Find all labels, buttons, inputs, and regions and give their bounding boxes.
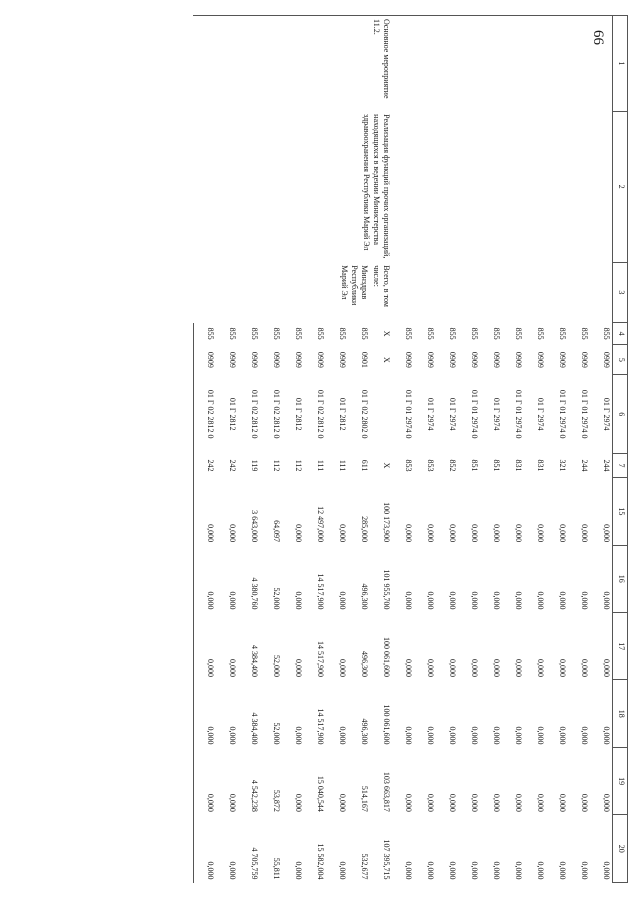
header-row xyxy=(613,16,628,883)
table-cell: 855 xyxy=(492,327,501,340)
table-cell: 0,000 xyxy=(536,524,545,543)
empty-cell xyxy=(392,16,414,112)
table-cell: 0,000 xyxy=(194,613,217,680)
table-cell: 0909 xyxy=(194,345,217,375)
table-cell: 0,000 xyxy=(338,524,347,543)
table-cell: 0,000 xyxy=(580,861,589,880)
table-row xyxy=(436,16,458,883)
budget-table-rotated xyxy=(103,15,628,883)
empty-cell xyxy=(590,111,613,262)
table-cell: 855 xyxy=(514,327,523,340)
empty-cell xyxy=(524,16,546,112)
funding-source-cell: Минздрав Республики Марий Эл xyxy=(340,265,369,306)
table-cell: 855 xyxy=(294,327,303,340)
table-cell: 0,000 xyxy=(580,658,589,677)
table-cell: 119 xyxy=(250,459,259,472)
table-cell: 0,000 xyxy=(492,591,501,610)
empty-cell xyxy=(480,262,502,322)
col-header: 2 xyxy=(613,111,628,262)
table-cell: 0,000 xyxy=(580,793,589,812)
table-cell: 853 xyxy=(404,459,413,472)
table-cell: 0,000 xyxy=(514,658,523,677)
table-cell: 0,000 xyxy=(448,524,457,543)
table-cell: 0,000 xyxy=(294,591,303,610)
table-cell: 0,000 xyxy=(228,524,237,543)
table-cell: 0,000 xyxy=(448,591,457,610)
table-cell: 0,000 xyxy=(338,793,347,812)
table-cell: 112 xyxy=(294,459,303,472)
table-cell: 0,000 xyxy=(194,478,217,545)
table-cell: 242 xyxy=(194,453,217,477)
table-cell: 0,000 xyxy=(514,793,523,812)
table-body xyxy=(194,16,613,883)
table-cell: 01 Г 01 2974 0 xyxy=(580,389,589,439)
table-cell: 855 xyxy=(272,327,281,340)
table-cell: 855 xyxy=(228,327,237,340)
table-cell: 01 Г 01 2974 0 xyxy=(470,389,479,439)
empty-cell xyxy=(502,262,524,322)
table-cell: 0,000 xyxy=(404,524,413,543)
table-cell: 0909 xyxy=(580,351,589,368)
table-cell: 14 517,900 xyxy=(316,573,325,610)
table-cell: 0,000 xyxy=(228,726,237,745)
table-cell: 0,000 xyxy=(338,726,347,745)
table-cell: 3 643,000 xyxy=(250,510,259,543)
table-cell: 0,000 xyxy=(404,658,413,677)
table-cell: Х xyxy=(382,330,391,337)
empty-cell xyxy=(458,262,480,322)
table-cell: 0,000 xyxy=(602,793,611,812)
table-cell: 0909 xyxy=(404,351,413,368)
empty-cell xyxy=(414,16,436,112)
table-cell: 103 663,817 xyxy=(382,771,391,812)
empty-cell xyxy=(392,262,414,322)
table-cell: 852 xyxy=(448,459,457,472)
table-cell: 111 xyxy=(338,459,347,472)
col-header: 1 xyxy=(613,16,628,112)
col-header: 16 xyxy=(613,545,628,612)
table-row xyxy=(568,16,590,883)
table-cell: 0,000 xyxy=(228,591,237,610)
table-cell: 0,000 xyxy=(194,545,217,612)
table-cell: 496,300 xyxy=(360,583,369,610)
table-cell: 01 Г 01 2974 0 xyxy=(404,389,413,439)
col-header: 17 xyxy=(613,613,628,680)
table-cell: 0,000 xyxy=(514,726,523,745)
table-cell: 0,000 xyxy=(470,793,479,812)
table-cell: 52,000 xyxy=(272,722,281,745)
table-cell: 0,000 xyxy=(194,747,217,814)
table-cell: 01 Г 2812 xyxy=(338,397,347,431)
table-cell: 0,000 xyxy=(294,726,303,745)
table-cell: 0,000 xyxy=(536,591,545,610)
table-cell: 100 061,600 xyxy=(382,636,391,677)
table-cell: 01 Г 2812 xyxy=(294,397,303,431)
table-cell: 0,000 xyxy=(558,591,567,610)
table-cell: 0,000 xyxy=(338,591,347,610)
table-cell: 0,000 xyxy=(558,861,567,880)
table-cell: 0,000 xyxy=(580,726,589,745)
table-cell: 14 517,900 xyxy=(316,708,325,745)
table-cell: 4 380,760 xyxy=(250,577,259,610)
table-row xyxy=(414,16,436,883)
table-row xyxy=(480,16,502,883)
table-cell: 855 xyxy=(580,327,589,340)
table-cell: 4 384,400 xyxy=(250,712,259,745)
table-cell: 01 Г 02 2802 0 xyxy=(360,389,369,439)
table-cell: 53,872 xyxy=(272,789,281,812)
table-cell: 01 Г 2974 xyxy=(426,397,435,431)
table-cell: 0,000 xyxy=(580,591,589,610)
table-cell: 0,000 xyxy=(470,861,479,880)
table-cell: 0,000 xyxy=(228,658,237,677)
table-cell: 0,000 xyxy=(294,861,303,880)
table-cell: 0,000 xyxy=(602,591,611,610)
table-cell: 0909 xyxy=(514,351,523,368)
table-cell: 831 xyxy=(536,459,545,472)
table-cell: 851 xyxy=(470,459,479,472)
empty-cell xyxy=(546,16,568,112)
table-cell: 0,000 xyxy=(194,680,217,747)
table-cell: 0,000 xyxy=(492,793,501,812)
table-cell: 0,000 xyxy=(404,591,413,610)
table-cell: 496,300 xyxy=(360,718,369,745)
table-cell: 855 xyxy=(360,327,369,340)
table-cell: 0,000 xyxy=(294,524,303,543)
table-cell: 851 xyxy=(492,459,501,472)
table-cell: 0,000 xyxy=(404,726,413,745)
table-cell: 0,000 xyxy=(294,793,303,812)
table-cell: 0,000 xyxy=(294,658,303,677)
empty-cell xyxy=(590,262,613,322)
table-cell: 0,000 xyxy=(492,658,501,677)
budget-table xyxy=(193,15,628,883)
table-cell: 0,000 xyxy=(580,524,589,543)
table-cell: 855 xyxy=(536,327,545,340)
table-cell: 0,000 xyxy=(492,726,501,745)
empty-cell xyxy=(546,262,568,322)
table-cell: 0909 xyxy=(272,351,281,368)
table-row xyxy=(590,16,613,883)
table-cell: 855 xyxy=(426,327,435,340)
table-cell: 01 Г 2974 xyxy=(536,397,545,431)
table-cell: 0,000 xyxy=(602,861,611,880)
table-cell: 14 517,900 xyxy=(316,640,325,677)
empty-cell xyxy=(458,16,480,112)
table-cell: 0,000 xyxy=(558,658,567,677)
empty-cell xyxy=(590,16,613,112)
table-cell: 100 061,600 xyxy=(382,704,391,745)
funding-source-cell: Всего, в том числе: xyxy=(372,265,391,307)
table-cell: 01 Г 02 2812 0 xyxy=(272,389,281,439)
table-cell: 0,000 xyxy=(470,524,479,543)
table-cell: 0909 xyxy=(426,351,435,368)
table-cell: 0,000 xyxy=(426,658,435,677)
table-cell: 0,000 xyxy=(194,815,217,883)
table-cell: 15 040,544 xyxy=(316,775,325,812)
table-cell: 0,000 xyxy=(426,524,435,543)
empty-cell xyxy=(436,262,458,322)
table-cell: 107 395,715 xyxy=(382,839,391,880)
table-cell: 0909 xyxy=(316,351,325,368)
table-cell: 242 xyxy=(228,459,237,472)
table-cell: 0909 xyxy=(250,351,259,368)
table-cell: 0909 xyxy=(602,351,611,368)
table-cell: 15 582,004 xyxy=(316,843,325,880)
table-cell: 0,000 xyxy=(536,861,545,880)
empty-cell xyxy=(436,111,458,262)
table-cell: 0,000 xyxy=(470,591,479,610)
table-cell: 01 Г 02 2812 0 xyxy=(194,375,217,454)
empty-cell xyxy=(414,262,436,322)
table-cell: Х xyxy=(382,462,391,469)
empty-cell xyxy=(502,111,524,262)
table-cell: 0,000 xyxy=(558,793,567,812)
table-row xyxy=(502,16,524,883)
page-number: 66 xyxy=(590,30,606,45)
table-cell: 855 xyxy=(194,323,217,345)
table-cell: 855 xyxy=(316,327,325,340)
table-cell: 64,097 xyxy=(272,520,281,543)
table-cell: 0,000 xyxy=(536,793,545,812)
table-cell: 0,000 xyxy=(228,793,237,812)
table-cell: 0,000 xyxy=(448,726,457,745)
table-cell: 285,000 xyxy=(360,516,369,543)
table-cell: 01 Г 02 2812 0 xyxy=(250,389,259,439)
table-row xyxy=(546,16,568,883)
table-cell: 101 955,700 xyxy=(382,569,391,610)
table-cell: 0,000 xyxy=(426,793,435,812)
empty-cell xyxy=(546,111,568,262)
empty-cell xyxy=(414,111,436,262)
table-cell: 0,000 xyxy=(558,524,567,543)
table-cell: 4 705,759 xyxy=(250,847,259,880)
table-cell xyxy=(370,375,392,454)
table-cell: 0,000 xyxy=(558,726,567,745)
table-cell: 0901 xyxy=(360,351,369,368)
table-cell: 855 xyxy=(602,327,611,340)
empty-cell xyxy=(480,111,502,262)
table-cell: 0909 xyxy=(536,351,545,368)
table-cell: 532,677 xyxy=(360,853,369,880)
empty-cell xyxy=(568,111,590,262)
table-cell: 01 Г 2974 xyxy=(602,397,611,431)
empty-cell xyxy=(524,111,546,262)
table-cell: 0,000 xyxy=(602,524,611,543)
table-cell: 0,000 xyxy=(514,591,523,610)
table-cell: 855 xyxy=(448,327,457,340)
table-cell: 112 xyxy=(272,459,281,472)
table-cell: 52,000 xyxy=(272,654,281,677)
table-row xyxy=(370,16,392,883)
table-cell: 0,000 xyxy=(514,524,523,543)
col-header: 20 xyxy=(613,815,628,883)
table-cell: 0,000 xyxy=(448,861,457,880)
table-cell: 0,000 xyxy=(470,726,479,745)
table-cell: 0,000 xyxy=(536,726,545,745)
table-cell: 0,000 xyxy=(404,793,413,812)
table-cell: 111 xyxy=(316,459,325,472)
table-cell: 514,167 xyxy=(360,785,369,812)
table-cell: 01 Г 2812 xyxy=(228,397,237,431)
table-cell: 0,000 xyxy=(602,726,611,745)
table-cell: 0,000 xyxy=(338,861,347,880)
table-cell: 321 xyxy=(558,459,567,472)
table-cell: 0909 xyxy=(228,351,237,368)
empty-cell xyxy=(392,111,414,262)
col-header: 5 xyxy=(613,345,628,375)
table-cell: 100 173,900 xyxy=(382,502,391,543)
table-cell: 244 xyxy=(602,459,611,472)
table-cell: 0,000 xyxy=(426,726,435,745)
table-cell: 0,000 xyxy=(602,658,611,677)
table-cell: 0909 xyxy=(470,351,479,368)
table-row xyxy=(458,16,480,883)
table-cell: 853 xyxy=(426,459,435,472)
table-cell: 01 Г 01 2974 0 xyxy=(558,389,567,439)
table-cell: 0,000 xyxy=(448,658,457,677)
table-cell: 855 xyxy=(470,327,479,340)
table-cell: 0909 xyxy=(448,351,457,368)
table-cell: 855 xyxy=(404,327,413,340)
empty-cell xyxy=(436,16,458,112)
table-cell: 01 Г 02 2812 0 xyxy=(316,389,325,439)
table-cell: 855 xyxy=(250,327,259,340)
table-cell: 55,811 xyxy=(272,857,281,880)
table-cell: 611 xyxy=(360,459,369,472)
table-cell: 0,000 xyxy=(426,591,435,610)
table-cell: 0,000 xyxy=(536,658,545,677)
empty-cell xyxy=(524,262,546,322)
table-cell: 496,300 xyxy=(360,650,369,677)
table-cell: 4 542,238 xyxy=(250,779,259,812)
empty-cell xyxy=(502,16,524,112)
table-cell: 0909 xyxy=(558,351,567,368)
col-header: 18 xyxy=(613,680,628,747)
table-cell: 855 xyxy=(558,327,567,340)
table-cell: 4 384,400 xyxy=(250,644,259,677)
event-name-cell: Основное мероприятие 11.2. xyxy=(194,16,393,112)
table-cell: 01 Г 01 2974 0 xyxy=(514,389,523,439)
empty-cell xyxy=(568,262,590,322)
table-cell: 831 xyxy=(514,459,523,472)
table-cell: 0909 xyxy=(338,351,347,368)
table-cell: 0,000 xyxy=(492,524,501,543)
col-header: 6 xyxy=(613,375,628,454)
col-header: 19 xyxy=(613,747,628,814)
table-cell: 0,000 xyxy=(404,861,413,880)
table-cell: 52,000 xyxy=(272,587,281,610)
table-cell: 0,000 xyxy=(338,658,347,677)
col-header: 7 xyxy=(613,453,628,477)
empty-cell xyxy=(458,111,480,262)
table-cell: 01 Г 2974 xyxy=(448,397,457,431)
table-row xyxy=(392,16,414,883)
col-header: 3 xyxy=(613,262,628,322)
empty-cell xyxy=(480,16,502,112)
table-cell: Х xyxy=(382,356,391,363)
table-cell: 855 xyxy=(338,327,347,340)
table-cell: 0,000 xyxy=(514,861,523,880)
col-header: 15 xyxy=(613,478,628,545)
table-cell: 244 xyxy=(580,459,589,472)
table-cell: 0,000 xyxy=(492,861,501,880)
empty-cell xyxy=(568,16,590,112)
table-row xyxy=(524,16,546,883)
table-cell: 0,000 xyxy=(470,658,479,677)
col-header: 4 xyxy=(613,323,628,345)
table-cell: 0,000 xyxy=(228,861,237,880)
table-cell: 0,000 xyxy=(448,793,457,812)
table-cell: 0909 xyxy=(294,351,303,368)
table-cell: 0,000 xyxy=(426,861,435,880)
table-cell: 0909 xyxy=(492,351,501,368)
event-description-cell: Реализация функций прочих организаций, находящихся в ведении Министерства здравоохранения Республики Марий Эл xyxy=(362,114,391,259)
table-cell: 12 497,000 xyxy=(316,506,325,543)
table-cell: 01 Г 2974 xyxy=(492,397,501,431)
